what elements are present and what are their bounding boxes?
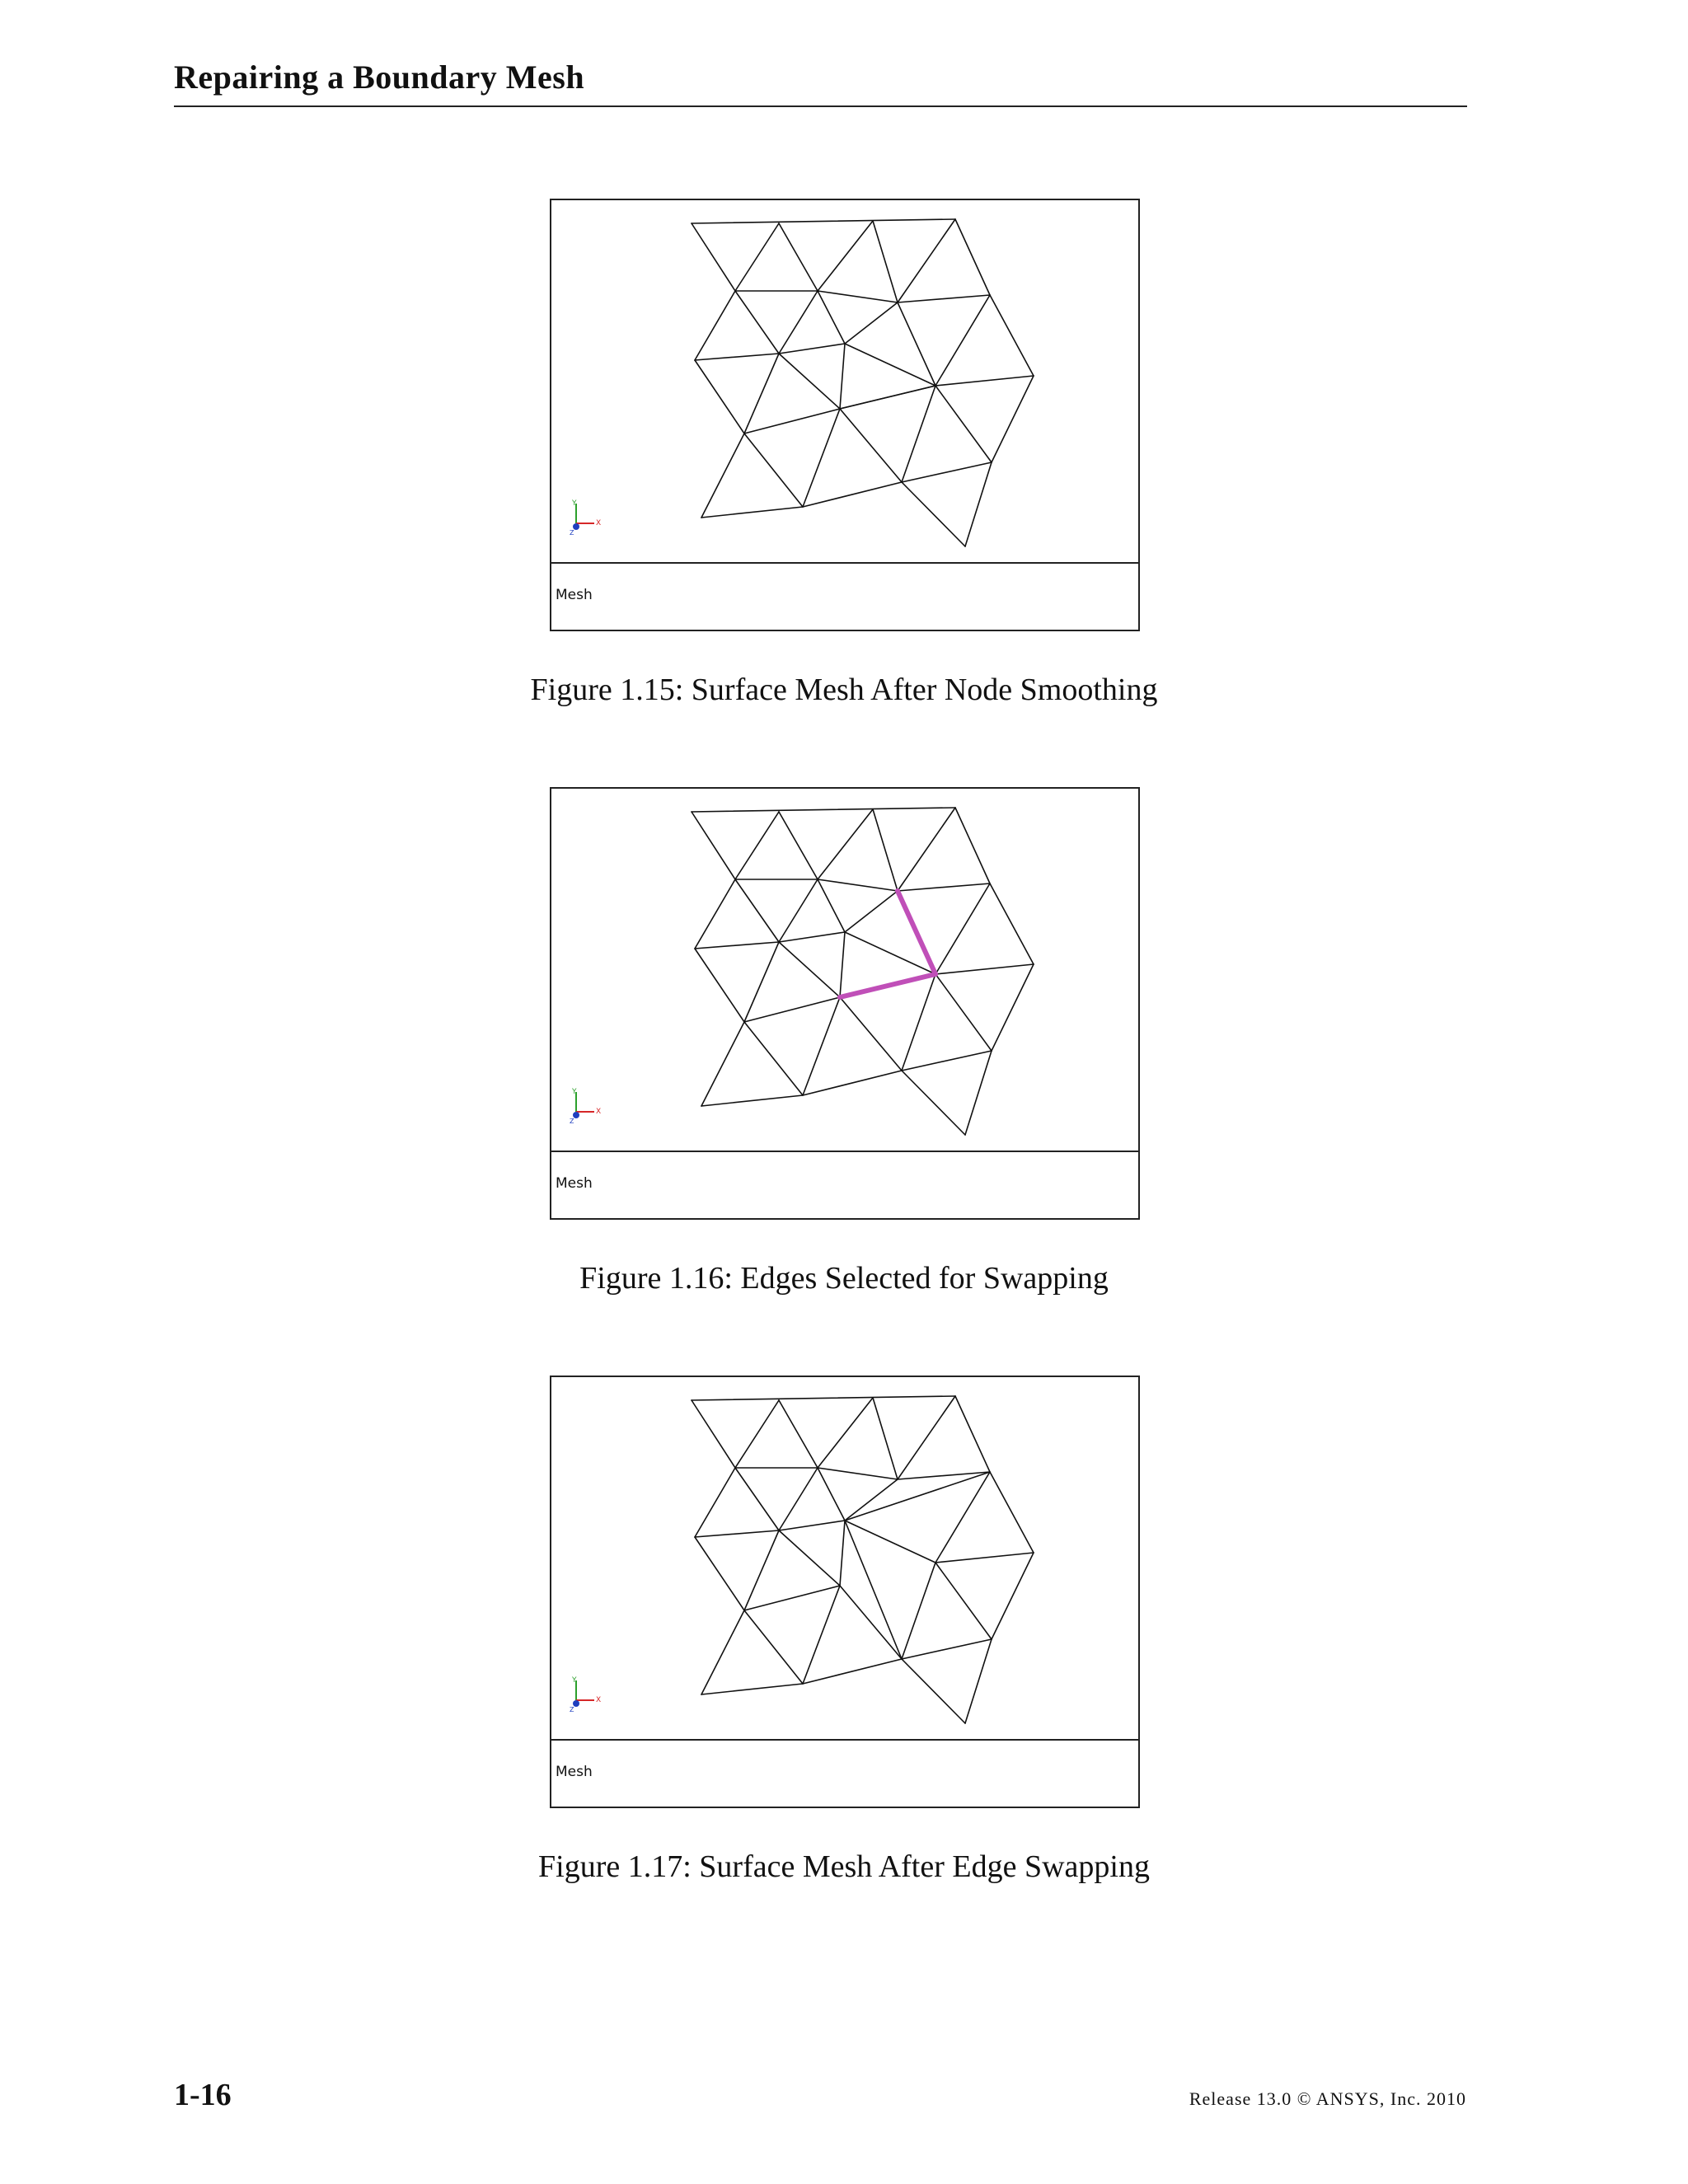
axis-triad-icon <box>570 1087 611 1123</box>
figure-1-16-viewport <box>550 787 1140 1220</box>
release-note: Release 13.0 © ANSYS, Inc. 2010 <box>1189 2088 1466 2109</box>
axis-y-label: Y <box>572 1676 577 1685</box>
axis-x-label: X <box>596 1108 602 1116</box>
selected-edge-2 <box>840 974 935 997</box>
status-bar <box>551 562 1138 631</box>
header-rule <box>174 105 1467 107</box>
page-number: 1-16 <box>174 2078 232 2112</box>
status-bar <box>551 1151 1138 1220</box>
axis-y-label: Y <box>572 1088 577 1096</box>
axis-x-label: X <box>596 519 602 527</box>
mesh-graphic <box>551 789 1142 1151</box>
axis-y-label: Y <box>572 499 577 508</box>
figure-1-15-viewport <box>550 199 1140 631</box>
running-header-title: Repairing a Boundary Mesh <box>174 59 585 96</box>
status-label: Mesh <box>556 587 593 603</box>
status-label: Mesh <box>556 1175 593 1192</box>
axis-z-label: Z <box>570 1118 574 1123</box>
status-label: Mesh <box>556 1764 593 1780</box>
figure-1-17-viewport <box>550 1376 1140 1808</box>
axis-z-label: Z <box>570 1706 574 1712</box>
figure-caption: Figure 1.15: Surface Mesh After Node Smoothing <box>530 673 1158 707</box>
axis-triad-icon <box>570 499 611 535</box>
figure-caption: Figure 1.16: Edges Selected for Swapping <box>579 1261 1109 1296</box>
figure-caption: Figure 1.17: Surface Mesh After Edge Swapping <box>538 1849 1150 1884</box>
axis-z-label: Z <box>570 529 574 535</box>
mesh-graphic <box>551 1377 1142 1740</box>
axis-triad-icon <box>570 1675 611 1712</box>
mesh-graphic <box>551 200 1142 563</box>
selected-edge-1 <box>898 891 935 974</box>
status-bar <box>551 1739 1138 1808</box>
axis-x-label: X <box>596 1696 602 1704</box>
